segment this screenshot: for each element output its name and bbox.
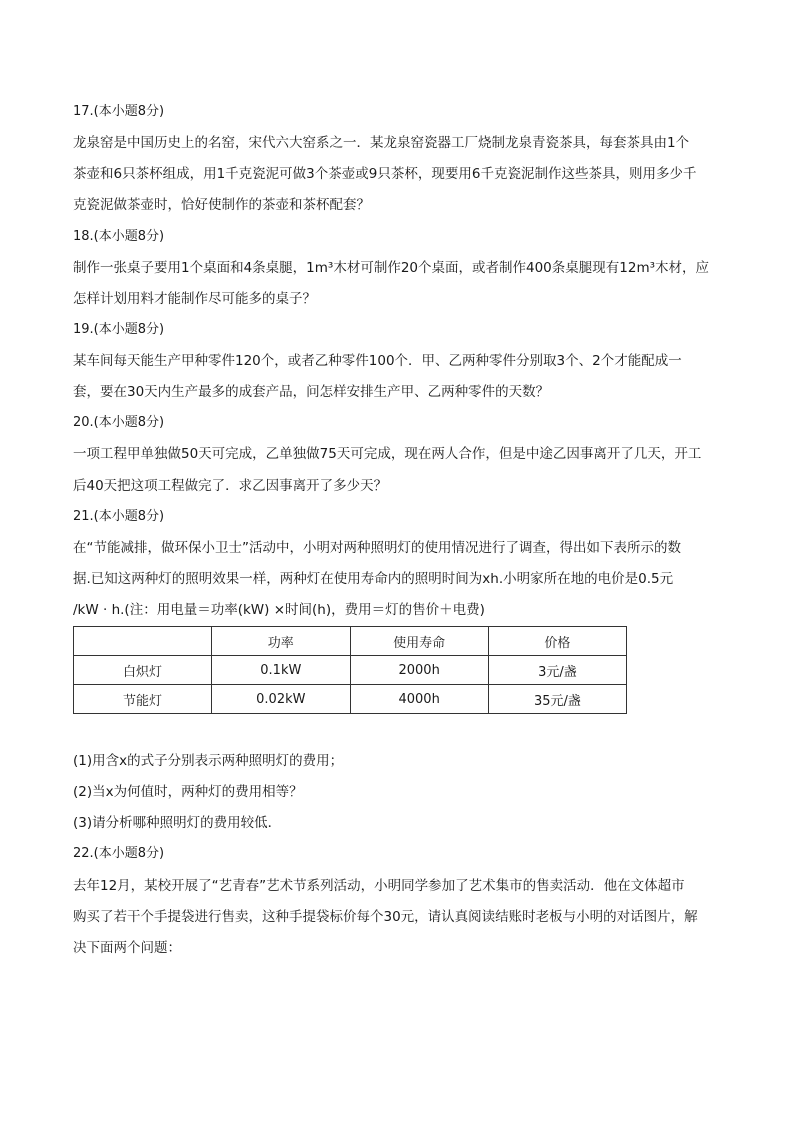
table-cell: 2000h (350, 656, 488, 685)
table-cell: 节能灯 (74, 685, 212, 714)
question-18-line-1: 制作一张桌子要用1个桌面和4条桌腿，1m³木材可制作20个桌面，或者制作400条桌腿现有12m³木材，应 (73, 260, 710, 276)
table-cell: 35元/盏 (488, 685, 626, 714)
question-18-header: 18.(本小题8分) (73, 229, 165, 244)
table-row (74, 685, 627, 714)
table-cell: 0.02kW (212, 685, 350, 714)
question-19-line-1: 某车间每天能生产甲种零件120个，或者乙种零件100个．甲、乙两种零件分别取3个、2个才能配成一 (73, 353, 682, 369)
question-17-line-1: 龙泉窑是中国历史上的名窑，宋代六大窑系之一．某龙泉窑瓷器工厂烧制龙泉青瓷茶具，每套茶具由1个 (73, 135, 690, 151)
question-21-part-3: (3)请分析哪种照明灯的费用较低． (73, 815, 282, 831)
lamp-comparison-table (73, 626, 627, 714)
table-row (74, 656, 627, 685)
question-22-line-1: 去年12月，某校开展了“艺青春”艺术节系列活动，小明同学参加了艺术集市的售卖活动．他在文体超市 (73, 878, 685, 894)
question-21-line-1: 在“节能减排，做环保小卫士”活动中，小明对两种照明灯的使用情况进行了调查，得出如下表所示的数 (73, 540, 681, 556)
table-cell: 白炽灯 (74, 656, 212, 685)
question-22-line-2: 购买了若干个手提袋进行售卖，这种手提袋标价每个30元，请认真阅读结账时老板与小明的对话图片，解 (73, 909, 698, 925)
table-header-cell: 功率 (212, 627, 350, 656)
question-21-line-2: 据.已知这两种灯的照明效果一样，两种灯在使用寿命内的照明时间为xh.小明家所在地的电价是0.5元 (73, 571, 674, 587)
table-cell: 4000h (350, 685, 488, 714)
question-21-header: 21.(本小题8分) (73, 509, 165, 524)
question-19-header: 19.(本小题8分) (73, 322, 165, 337)
table-cell: 0.1kW (212, 656, 350, 685)
question-21-part-1: (1)用含x的式子分别表示两种照明灯的费用； (73, 753, 344, 769)
table-header-cell: 使用寿命 (350, 627, 488, 656)
question-20-line-2: 后40天把这项工程做完了．求乙因事离开了多少天？ (73, 478, 388, 494)
question-20-line-1: 一项工程甲单独做50天可完成，乙单独做75天可完成，现在两人合作，但是中途乙因事离开了几天，开工 (73, 446, 702, 462)
question-19-line-2: 套，要在30天内生产最多的成套产品，问怎样安排生产甲、乙两种零件的天数？ (73, 384, 550, 400)
question-17-header: 17.(本小题8分) (73, 104, 165, 119)
question-22-header: 22.(本小题8分) (73, 846, 165, 861)
table-header-cell: 价格 (488, 627, 626, 656)
question-17-line-3: 克瓷泥做茶壶时，恰好使制作的茶壶和茶杯配套？ (73, 197, 370, 213)
question-18-line-2: 怎样计划用料才能制作尽可能多的桌子？ (73, 291, 316, 307)
table-header-row (74, 627, 627, 656)
table-header-cell (74, 627, 212, 656)
question-20-header: 20.(本小题8分) (73, 415, 165, 430)
table-cell: 3元/盏 (488, 656, 626, 685)
question-17-line-2: 茶壶和6只茶杯组成，用1千克瓷泥可做3个茶壶或9只茶杯，现要用6千克瓷泥制作这些茶具，则用多少千 (73, 166, 697, 182)
question-21-line-3: /kW · h.(注：用电量＝功率(kW) ×时间(h)，费用＝灯的售价＋电费) (73, 602, 485, 618)
question-22-line-3: 决下面两个问题： (73, 940, 181, 956)
question-21-part-2: (2)当x为何值时，两种灯的费用相等？ (73, 784, 303, 800)
